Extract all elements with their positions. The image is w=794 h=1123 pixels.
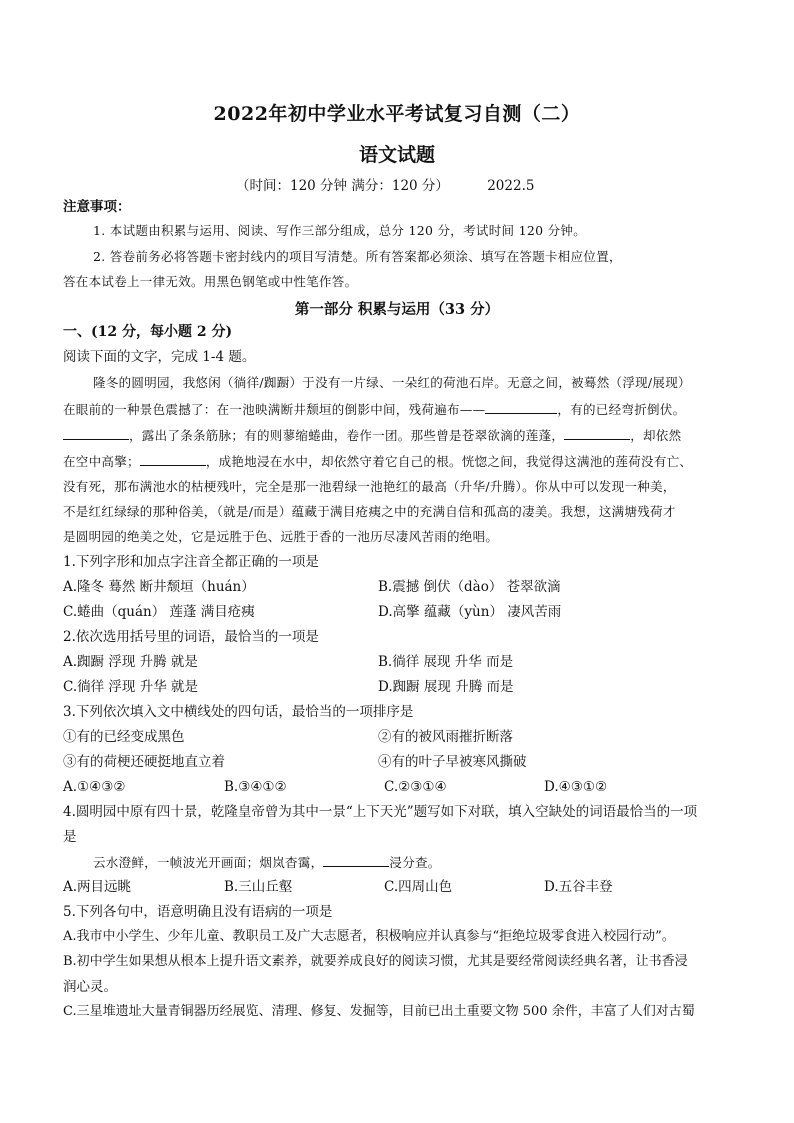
question-3-sentence-4: ④有的叶子早被寒风撕破: [378, 754, 527, 770]
passage-line: 隆冬的圆明园，我悠闲（徜徉/踟蹰）于没有一片绿、一朵红的荷池石岸。无意之间，被蓦然（浮现/展现）: [93, 375, 691, 390]
question-1-option-d: D.高擎 蕴藏（yùn） 凄风苦雨: [378, 604, 562, 620]
question-5-option-c: C.三星堆遗址大量青铜器历经展览、清理、修复、发掘等，目前已出土重要文物 500 余件，丰富了人们对古蜀: [63, 1004, 695, 1019]
reading-instruction: 阅读下面的文字，完成 1-4 题。: [63, 349, 256, 365]
question-1-option-c: C.蜷曲（quán） 莲蓬 满目疮痍: [63, 604, 255, 620]
question-2-stem: 2.依次选用括号里的词语，最恰当的一项是: [63, 629, 319, 645]
fill-blank: [140, 452, 206, 466]
passage-line: ，露出了条条筋脉；有的则蓼缩蜷曲，卷作一团。那些曾是苍翠欲滴的莲蓬， ，却依然: [63, 426, 743, 445]
question-1-option-b: B.震撼 倒伏（dào） 苍翠欲滴: [378, 579, 561, 595]
passage-line: 是圆明园的绝美之处，它是远胜于色、远胜于香的一池历尽凄风苦雨的绝唱。: [63, 529, 499, 544]
notes-item-2: 2. 答卷前务必将答题卡密封线内的项目写清楚。所有答案都必须涂、填写在答题卡相应位置，: [93, 249, 622, 264]
question-3-option-d: D.④③①②: [544, 779, 608, 795]
question-4-option-c: C.四周山色: [384, 879, 453, 895]
question-3-option-b: B.③④①②: [224, 779, 287, 795]
passage-line: 在眼前的一种景色震撼了：在一池映满断井颓垣的倒影中间，残荷遍布—— ，有的已经弯折倒伏。: [63, 402, 686, 417]
notes-heading: 注意事项：: [63, 199, 131, 215]
question-1-stem: 1.下列字形和加点字注音全都正确的一项是: [63, 554, 319, 570]
question-3-sentence-1: ①有的已经变成黑色: [63, 729, 185, 745]
exam-title: 2022年初中学业水平考试复习自测（二）: [213, 103, 581, 125]
question-4-couplet: 云水澄鲜，一帧波光开画面；烟岚杳霭， 浸分查。: [93, 855, 441, 870]
question-1-option-a: A.隆冬 蓦然 断井颓垣（huán）: [63, 579, 255, 595]
passage-line: 不是红红绿绿的那种俗美，（就是/而是）蕴藏于满目疮痍之中的充满自信和孤高的凄美。我想，这满塘残荷才: [63, 504, 676, 519]
passage-line: 在空中高擎； ，成艳地浸在水中，却依然守着它自己的根。恍惚之间，我觉得这满池的莲荷没有亡、: [63, 454, 693, 469]
notes-item-2-cont: 答在本试卷上一律无效。用黑色钢笔或中性笔作答。: [63, 274, 358, 289]
question-4-option-d: D.五谷丰登: [544, 879, 613, 895]
section-one-heading: 一、(12 分，每小题 2 分): [63, 324, 233, 340]
question-5-option-b-cont: 润心灵。: [63, 979, 117, 995]
question-3-option-a: A.①④③②: [63, 779, 126, 795]
fill-blank: [63, 426, 129, 440]
exam-date: 2022.5: [487, 178, 535, 194]
passage-line: 没有死，那布满池水的枯梗残叶，完全是那一池碧绿一池艳红的最高（升华/升腾）。你从中可以发现一种美，: [63, 479, 676, 494]
fill-blank: [485, 400, 557, 414]
question-3-sentence-2: ②有的被风雨摧折断落: [378, 729, 513, 745]
question-4-option-b: B.三山丘壑: [224, 879, 293, 895]
question-2-option-b: B.徜徉 展现 升华 而是: [378, 654, 514, 670]
question-5-stem: 5.下列各句中，语意明确且没有语病的一项是: [63, 904, 333, 920]
exam-meta: [236, 174, 534, 194]
time-score-info: （时间：120 分钟 满分：120 分）: [236, 178, 449, 194]
fill-blank: [564, 426, 630, 440]
question-3-stem: 3.下列依次填入文中横线处的四句话，最恰当的一项排序是: [63, 704, 414, 720]
question-4-stem: 4.圆明园中原有四十景，乾隆皇帝曾为其中一景“上下天光”题写如下对联，填入空缺处的词语最恰当的一项: [63, 804, 698, 820]
exam-subject: 语文试题: [358, 144, 435, 166]
question-2-option-c: C.徜徉 浮现 升华 就是: [63, 679, 199, 695]
question-4-option-a: A.两目远眺: [63, 879, 132, 895]
question-2-option-a: A.踟蹰 浮现 升腾 就是: [63, 654, 198, 670]
notes-item-1: 1. 本试题由积累与运用、阅读、写作三部分组成，总分 120 分，考试时间 120 分钟。: [93, 223, 587, 238]
question-5-option-a: A.我市中小学生、少年儿童、教职员工及广大志愿者，积极响应并认真参与“拒绝垃圾零食进入校园行动”。: [63, 929, 675, 944]
question-5-option-b: B.初中学生如果想从根本上提升语文素养，就要养成良好的阅读习惯，尤其是要经常阅读经典名著，让书香浸: [63, 954, 688, 969]
fill-blank: [323, 853, 389, 867]
question-3-sentence-3: ③有的荷梗还硬挺地直立着: [63, 754, 225, 770]
question-3-option-c: C.②③①④: [384, 779, 447, 795]
question-2-option-d: D.踟蹰 展现 升腾 而是: [378, 679, 514, 695]
part-one-title: 第一部分 积累与运用（33 分）: [294, 301, 500, 318]
question-4-stem-cont: 是: [63, 829, 77, 845]
